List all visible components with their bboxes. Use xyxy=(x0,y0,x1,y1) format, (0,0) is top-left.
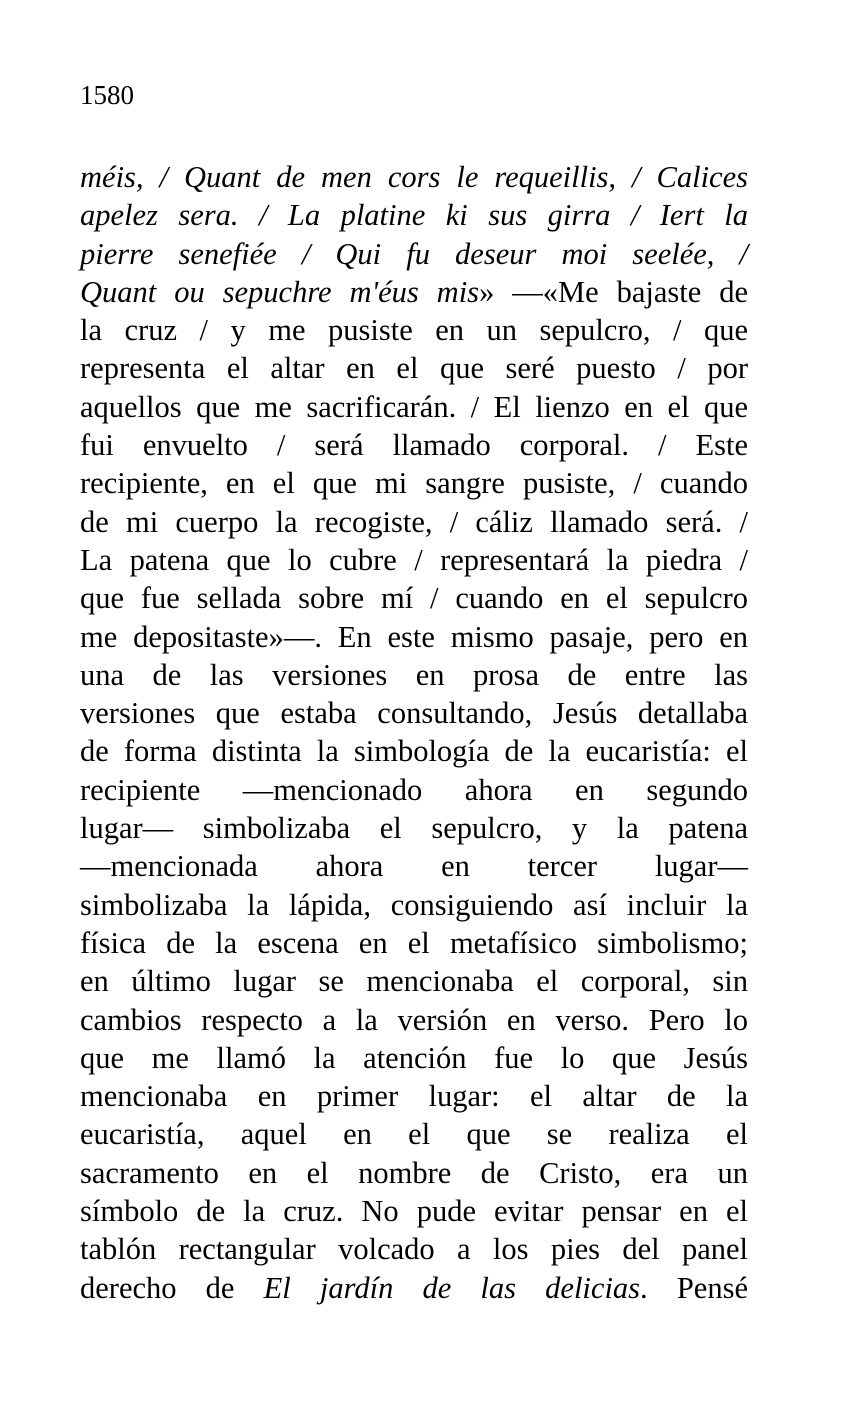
text-line xyxy=(80,924,748,962)
text-line xyxy=(80,1077,748,1115)
text-segment: en último lugar se mencionaba el corporal, sin xyxy=(80,964,748,999)
text-segment: física de la escena en el metafísico simbolismo; xyxy=(80,925,748,960)
text-segment: recipiente, en el que mi sangre pusiste, / cuando xyxy=(80,466,748,501)
text-line xyxy=(80,311,748,349)
text-segment: de mi cuerpo la recogiste, / cáliz llamado será. / xyxy=(80,504,748,539)
text-segment: de forma distinta la simbología de la eucaristía: el xyxy=(80,734,748,769)
text-segment: simbolizaba la lápida, consiguiendo así incluir la xyxy=(80,887,748,922)
text-segment: símbolo de la cruz. No pude evitar pensar en el xyxy=(80,1194,748,1229)
text-line xyxy=(80,847,748,885)
text-segment: versiones que estaba consultando, Jesús detallaba xyxy=(80,696,748,731)
text-line xyxy=(80,426,748,464)
text-segment: La patena que lo cubre / representará la piedra / xyxy=(80,542,748,577)
text-segment: mencionaba en primer lugar: el altar de la xyxy=(80,1079,748,1114)
text-segment: » —«Me bajaste de xyxy=(479,274,749,309)
body-text xyxy=(80,158,748,1307)
text-segment: la cruz / y me pusiste en un sepulcro, / que xyxy=(80,313,748,348)
text-line xyxy=(80,1039,748,1077)
italic-text-segment: pierre senefiée / Qui fu deseur moi seelée, / xyxy=(80,236,748,271)
text-segment: que me llamó la atención fue lo que Jesús xyxy=(80,1040,748,1075)
italic-text-segment: Quant ou sepuchre m'éus mis xyxy=(80,274,480,309)
text-line xyxy=(80,1115,748,1153)
text-segment: lugar— simbolizaba el sepulcro, y la patena xyxy=(80,811,748,846)
text-line xyxy=(80,809,748,847)
text-segment: . Pensé xyxy=(640,1270,748,1305)
italic-text-segment: méis, / Quant de men cors le requeillis, / Calices xyxy=(80,160,748,194)
text-line xyxy=(80,349,748,387)
text-line xyxy=(80,771,748,809)
text-line xyxy=(80,388,748,426)
text-line xyxy=(80,1154,748,1192)
text-line xyxy=(80,1001,748,1039)
text-segment: me depositaste»—. En este mismo pasaje, pero en xyxy=(80,619,748,654)
text-segment: una de las versiones en prosa de entre las xyxy=(80,657,748,692)
text-line xyxy=(80,196,748,234)
text-line xyxy=(80,158,748,196)
text-segment: —mencionada ahora en tercer lugar— xyxy=(80,849,748,884)
text-segment: representa el altar en el que seré puesto / por xyxy=(80,351,748,386)
text-line xyxy=(80,618,748,656)
text-line xyxy=(80,962,748,1000)
italic-text-segment: El jardín de las delicias xyxy=(263,1270,641,1305)
text-segment: fui envuelto / será llamado corporal. / Este xyxy=(80,428,748,463)
text-segment: que fue sellada sobre mí / cuando en el sepulcro xyxy=(80,581,748,616)
text-line xyxy=(80,464,748,502)
text-segment: derecho de xyxy=(80,1270,264,1305)
text-segment: tablón rectangular volcado a los pies del panel xyxy=(80,1232,748,1267)
text-line xyxy=(80,1230,748,1268)
text-segment: cambios respecto a la versión en verso. Pero lo xyxy=(80,1002,748,1037)
text-line xyxy=(80,694,748,732)
text-segment: aquellos que me sacrificarán. / El lienzo en el que xyxy=(80,389,748,424)
text-line xyxy=(80,579,748,617)
text-segment: recipiente —mencionado ahora en segundo xyxy=(80,772,748,807)
text-line xyxy=(80,886,748,924)
text-segment: eucaristía, aquel en el que se realiza el xyxy=(80,1117,748,1152)
text-line xyxy=(80,1269,748,1307)
text-line xyxy=(80,235,748,273)
italic-text-segment: apelez sera. / La platine ki sus girra / Iert la xyxy=(80,198,748,233)
text-line xyxy=(80,541,748,579)
page-number: 1580 xyxy=(80,80,134,110)
text-line xyxy=(80,273,748,311)
text-line xyxy=(80,1192,748,1230)
text-line xyxy=(80,732,748,770)
text-line xyxy=(80,656,748,694)
text-line xyxy=(80,503,748,541)
text-segment: sacramento en el nombre de Cristo, era un xyxy=(80,1155,748,1190)
